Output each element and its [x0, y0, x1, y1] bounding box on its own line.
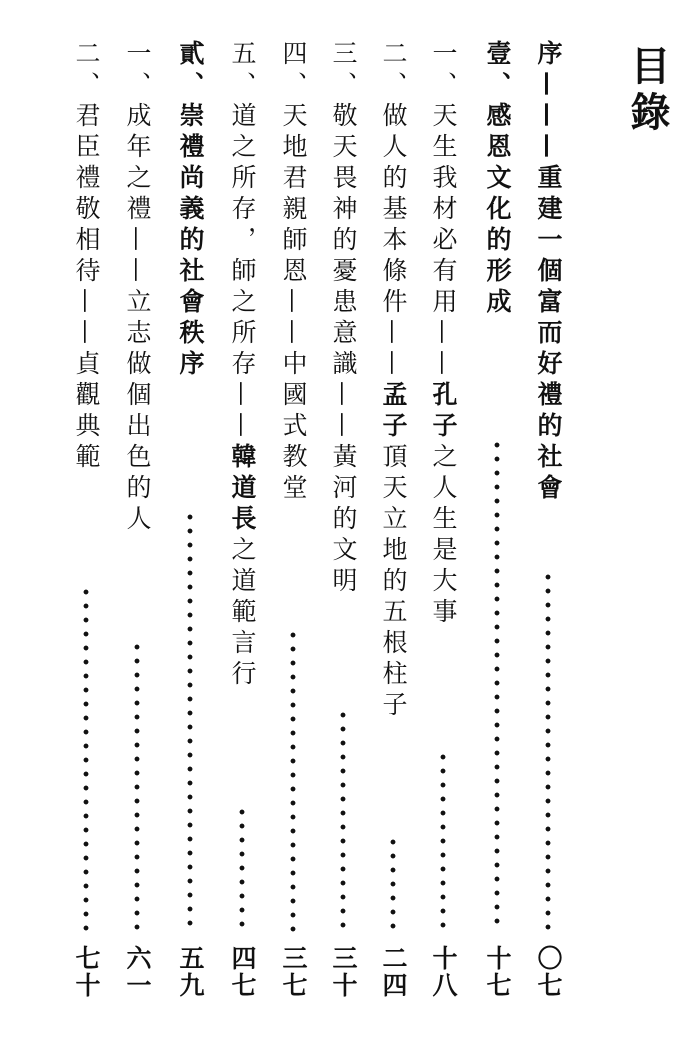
leader-dots: [528, 570, 568, 932]
leader-dots: [373, 835, 413, 932]
leader-dots: [117, 640, 157, 932]
leader-dots: [170, 510, 210, 932]
toc-entry-label: 一、天生我材必有用——孔子之人生是大事: [429, 40, 458, 629]
toc-section-label: 貳、崇禮尚義的社會秩序: [176, 40, 205, 381]
page-title: 目錄: [624, 45, 671, 137]
toc-entry-label: 二、君臣禮敬相待——貞觀典範: [72, 40, 101, 474]
toc-entry-1-3[interactable]: [323, 40, 363, 1020]
toc-section-label: 壹、感恩文化的形成: [483, 40, 512, 319]
page-number: 十七: [483, 945, 512, 999]
toc-entry-2-1[interactable]: [117, 40, 157, 1020]
toc-entry-label: 二、做人的基本條件——孟子頂天立地的五根柱子: [379, 40, 408, 722]
toc-entry-1-5[interactable]: [222, 40, 262, 1020]
toc-entry-preface[interactable]: [528, 40, 568, 1020]
leader-dots: [273, 628, 313, 932]
leader-dots: [477, 438, 517, 932]
toc-entry-label: 一、成年之禮——立志做個出色的人: [123, 40, 152, 536]
toc-entry-label: 三、敬天畏神的憂患意識——黃河的文明: [329, 40, 358, 598]
toc-entry-2-2[interactable]: [66, 40, 106, 1020]
page-number: 三七: [279, 945, 308, 999]
toc-entry-label: 四、天地君親師恩——中國式教堂: [279, 40, 308, 505]
leader-dots: [66, 585, 106, 932]
page-number: 七十: [72, 945, 101, 999]
leader-dots: [423, 750, 463, 932]
leader-dots: [323, 708, 363, 932]
toc-entry-1-1[interactable]: [423, 40, 463, 1020]
toc-section-1[interactable]: [477, 40, 517, 1020]
toc-entry-1-4[interactable]: [273, 40, 313, 1020]
page-number: 五九: [176, 945, 205, 999]
leader-dots: [222, 805, 262, 932]
page-number: 二四: [379, 945, 408, 999]
toc-entry-1-2[interactable]: [373, 40, 413, 1020]
toc-section-2[interactable]: [170, 40, 210, 1020]
page-number: 四七: [228, 945, 257, 999]
page-number: 三十: [329, 945, 358, 999]
toc-entry-label: 序———重建一個富而好禮的社會: [534, 40, 563, 505]
page-number: 〇七: [534, 945, 563, 999]
page-number: 六一: [123, 945, 152, 999]
toc-entry-label: 五、道之所存，師之所存——韓道長之道範言行: [228, 40, 257, 691]
page-number: 十八: [429, 945, 458, 999]
